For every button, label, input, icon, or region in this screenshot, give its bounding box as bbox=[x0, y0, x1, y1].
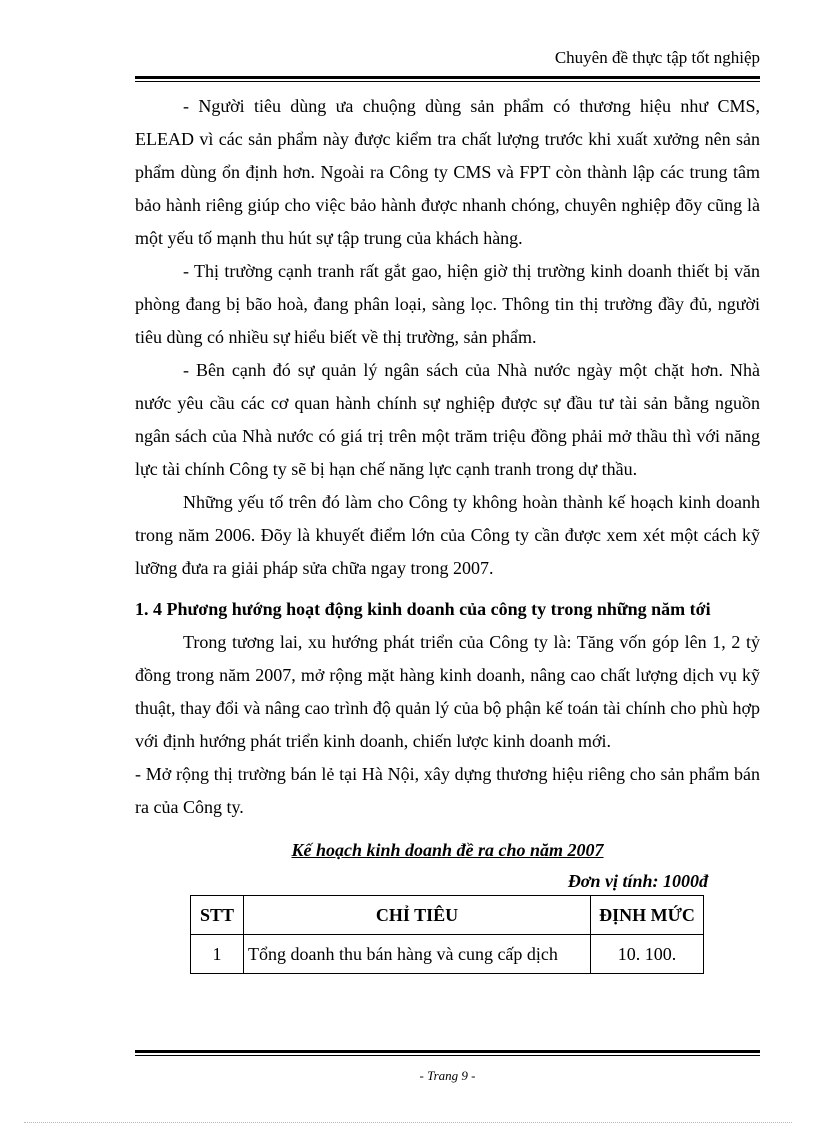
cell-chi-tieu: Tổng doanh thu bán hàng và cung cấp dịch bbox=[244, 935, 591, 974]
header-dinh-muc: ĐỊNH MỨC bbox=[591, 896, 704, 935]
header-rule-thick bbox=[135, 76, 760, 79]
section-heading: 1. 4 Phương hướng hoạt động kinh doanh của công ty trong những năm tới bbox=[135, 599, 711, 619]
table-row bbox=[191, 935, 704, 974]
paragraph-1: - Người tiêu dùng ưa chuộng dùng sản phẩm có thương hiệu như CMS, ELEAD vì các sản phẩm này được kiểm tra chất lượng trước khi xuất xưởng nên sản phẩm dùng ổn định hơn. Ngoài ra Công ty CMS và FPT còn thành lập các trung tâm bảo hành riêng giúp cho việc bảo hành được nhanh chóng, chuyên nghiệp đõy cũng là một yếu tố mạnh thu hút sự tập trung của khách hàng. bbox=[135, 96, 760, 248]
page-number: - Trang 9 - bbox=[419, 1068, 476, 1083]
header-rule-thin bbox=[135, 81, 760, 82]
paragraph-3: - Bên cạnh đó sự quản lý ngân sách của Nhà nước ngày một chặt hơn. Nhà nước yêu cầu các cơ quan hành chính sự nghiệp được sự đầu tư tài sản bằng nguồn ngân sách của Nhà nước có giá trị trên một trăm triệu đồng phải mở thầu thì với năng lực tài chính Công ty sẽ bị hạn chế năng lực cạnh tranh trong dự thầu. bbox=[135, 360, 760, 479]
cell-dinh-muc: 10. 100. bbox=[591, 935, 704, 974]
bullet-paragraph: - Mở rộng thị trường bán lẻ tại Hà Nội, xây dựng thương hiệu riêng cho sản phẩm bán ra của Công ty. bbox=[135, 764, 760, 817]
cell-stt: 1 bbox=[191, 935, 244, 974]
header-stt: STT bbox=[191, 896, 244, 935]
section-paragraph: Trong tương lai, xu hướng phát triển của Công ty là: Tăng vốn góp lên 1, 2 tỷ đồng trong năm 2007, mở rộng mặt hàng kinh doanh, nâng cao chất lượng dịch vụ kỹ thuật, thay đổi và nâng cao trình độ quản lý của bộ phận kế toán tài chính cho phù hợp với định hướng phát triển kinh doanh, chiến lược kinh doanh mới. bbox=[135, 632, 760, 751]
paragraph-4: Những yếu tố trên đó làm cho Công ty không hoàn thành kế hoạch kinh doanh trong năm 2006. Đõy là khuyết điểm lớn của Công ty cần được xem xét một cách kỹ lưỡng đưa ra giải pháp sửa chữa ngay trong 2007. bbox=[135, 492, 760, 578]
footer-rule-thin bbox=[135, 1055, 760, 1056]
plan-table bbox=[190, 895, 704, 974]
page-header: Chuyên đề thực tập tốt nghiệp bbox=[554, 48, 760, 67]
table-header-row bbox=[191, 896, 704, 935]
paragraph-2: - Thị trường cạnh tranh rất gắt gao, hiện giờ thị trường kinh doanh thiết bị văn phòng đang bị bão hoà, đang phân loại, sàng lọc. Thông tin thị trường đầy đủ, người tiêu dùng có nhiều sự hiểu biết về thị trường, sản phẩm. bbox=[135, 261, 760, 347]
document-body bbox=[135, 90, 760, 974]
header-chi-tieu: CHỈ TIÊU bbox=[244, 896, 591, 935]
table-title: Kế hoạch kinh doanh đề ra cho năm 2007 bbox=[291, 840, 604, 860]
table-unit: Đơn vị tính: 1000đ bbox=[567, 871, 708, 891]
footer-rule-thick bbox=[135, 1050, 760, 1053]
